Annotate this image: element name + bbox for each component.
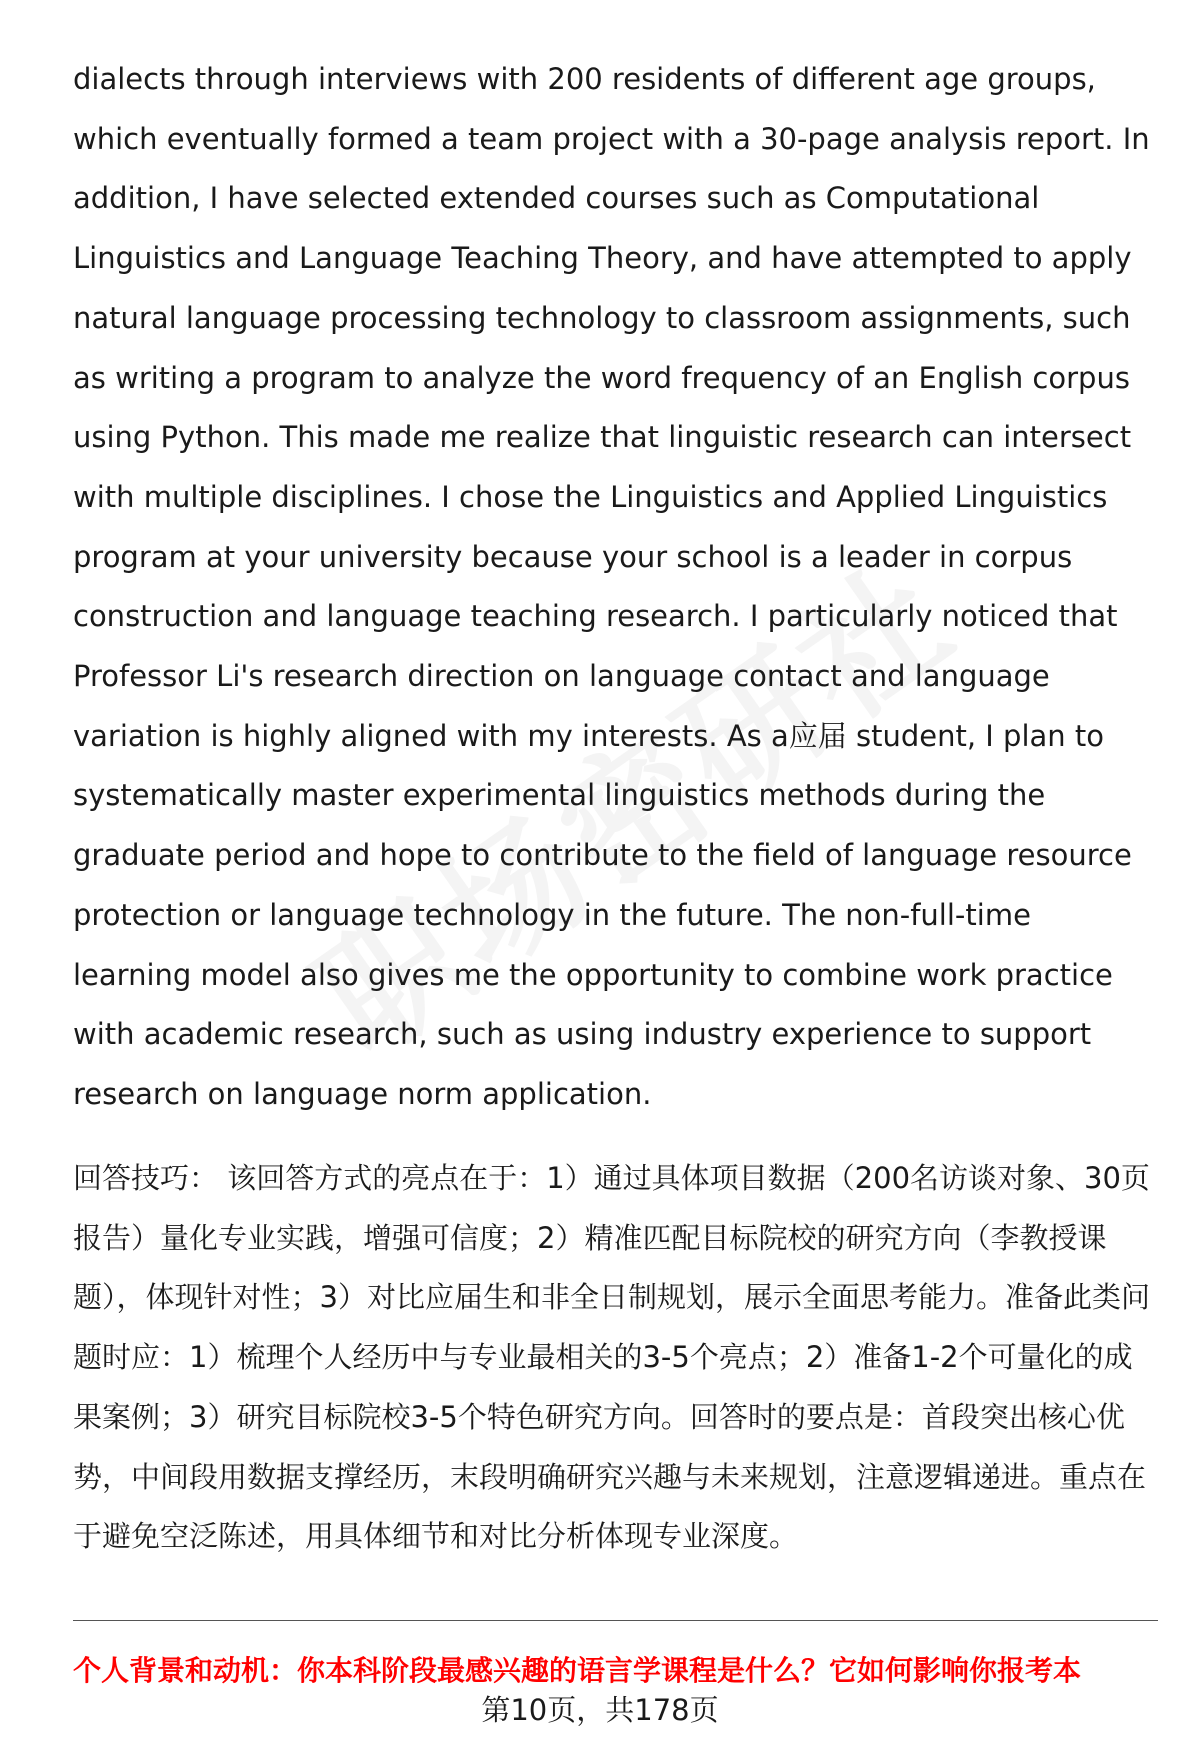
next-question-heading: 个人背景和动机：你本科阶段最感兴趣的语言学课程是什么？它如何影响你报考本 [73, 1654, 1082, 1687]
section-divider [73, 1620, 1158, 1621]
answer-body-text: dialects through interviews with 200 residents of different age groups, which eventually formed a team project with a 30-page analysis report. In addition, I have selected extended courses such as Computational Linguistics and Language Teaching Theory, and have attempted to apply natural language processing technology to classroom assignments, such as writing a program to analyze the word frequency of an English corpus using Python. This made me realize that linguistic research can intersect with multiple disciplines. I chose the Linguistics and Applied Linguistics program at your university because your school is a leader in corpus construction and language teaching research. I particularly noticed that Professor Li's research direction on language contact and language variation is highly aligned with my interests. As a应届 student, I plan to systematically master experimental linguistics methods during the graduate period and hope to contribute to the field of language resource protection or language technology in the future. The non-full-time learning model also gives me the opportunity to combine work practice with academic research, such as using industry experience to support research on language norm application. [73, 62, 1150, 1111]
page-number: 第10页，共178页 [481, 1693, 719, 1727]
answer-tips-text: 回答技巧： 该回答方式的亮点在于：1）通过具体项目数据（200名访谈对象、30页报告）量化专业实践，增强可信度；2）精准匹配目标院校的研究方向（李教授课题），体现针对性；3）对比应届生和非全日制规划，展示全面思考能力。准备此类问题时应：1）梳理个人经历中与专业最相关的3-5个亮点；2）准备1-2个可量化的成果案例；3）研究目标院校3-5个特色研究方向。回答时的要点是：首段突出核心优势，中间段用数据支撑经历，末段明确研究兴趣与未来规划，注意逻辑递进。重点在于避免空泛陈述，用具体细节和对比分析体现专业深度。 [73, 1161, 1150, 1554]
